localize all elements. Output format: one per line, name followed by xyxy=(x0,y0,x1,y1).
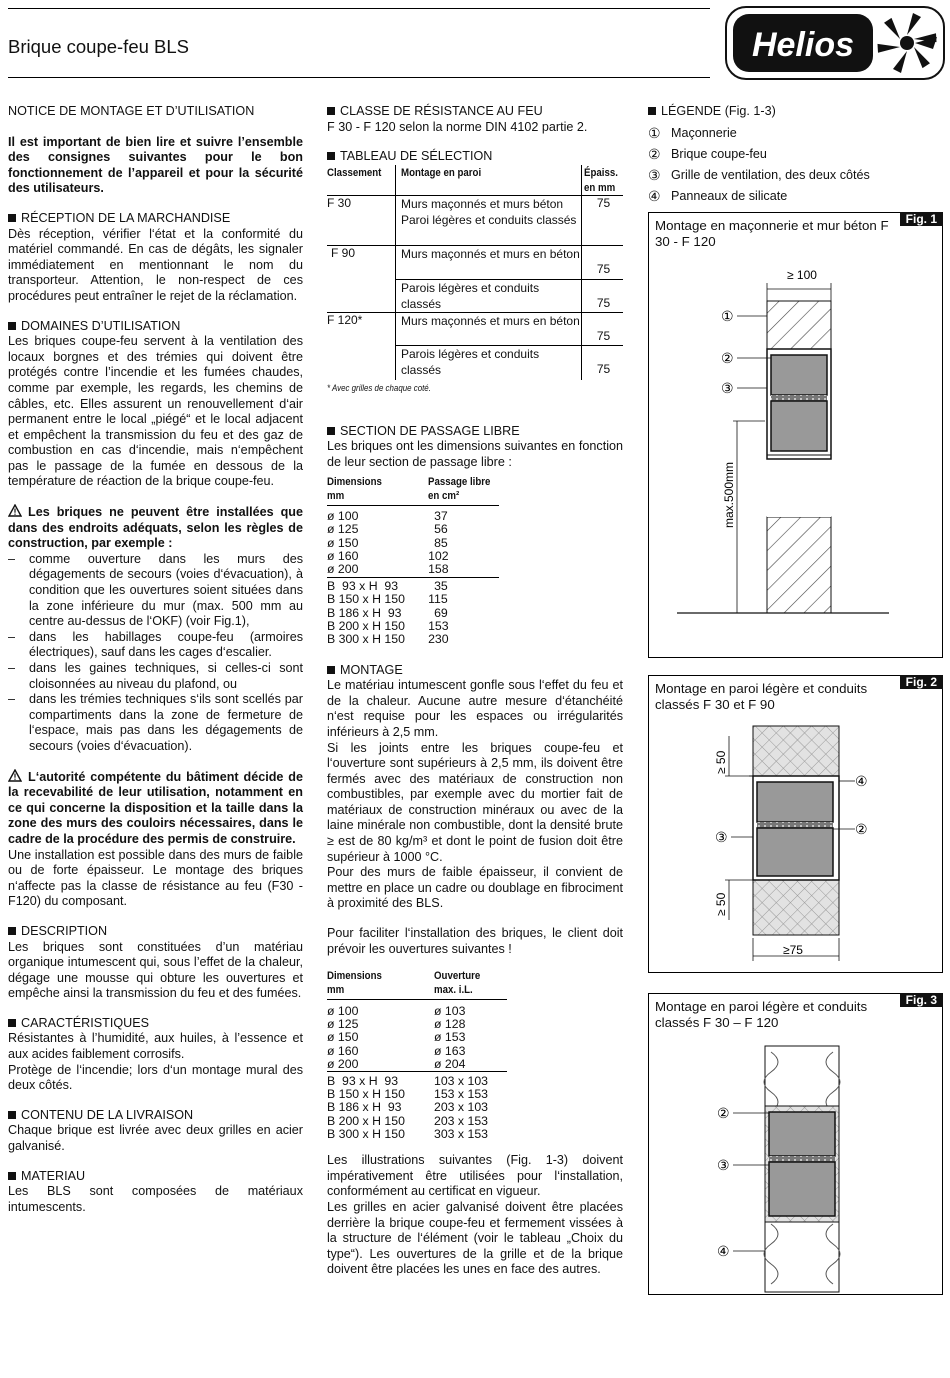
table-row xyxy=(327,593,499,606)
table-cell: B 150 x H 150 xyxy=(327,1087,405,1101)
list-item: – comme ouverture dans les murs des dégagements de secours (voies d‘évacuation), à condition que les ouvertures soient situées dans la zone inférieure du mur (max. 500 mm au centre au-dessus de l‘OKF) (voir Fig.1), xyxy=(8,552,303,630)
fig2-dim-1: ≥ 50 xyxy=(714,750,728,774)
column-header: mm xyxy=(327,489,345,502)
table-cell: F 90 xyxy=(331,245,356,260)
reception-text: Dès réception, vérifier l‘état et la conformité du matériel commandé. En cas de dégâts, les signaler immédiatement en mentionnant le nom du transporteur. Attention, le non-respect de ces procédures peut entraîner le rejet de la réclamation. xyxy=(8,226,303,303)
table-cell: 203 x 153 xyxy=(434,1113,489,1128)
page-title: Brique coupe-feu BLS xyxy=(8,36,190,57)
figure-title: Montage en paroi légère et conduits classés F 30 – F 120 xyxy=(655,999,868,1030)
table-cell: 85 xyxy=(434,535,448,550)
table-cell xyxy=(327,280,395,312)
table-cell: ø 200 xyxy=(327,1058,434,1072)
fig1-callout-1: ① xyxy=(721,308,734,324)
table-cell: ø 200 xyxy=(327,563,428,577)
table-row xyxy=(327,1088,507,1101)
fig2-callout-3: ③ xyxy=(715,829,728,845)
fig2-dim-2: ≥ 50 xyxy=(714,892,728,916)
table-cell: 75 xyxy=(596,295,611,310)
warning1-text: Les briques ne peuvent être installées que dans des endroits adéquats, selon les règles de construction, par exemple : xyxy=(8,505,303,551)
square-bullet-icon xyxy=(327,427,335,435)
table-cell: Paroi légères et conduits classés xyxy=(401,212,577,227)
warning-icon xyxy=(8,504,22,517)
header-bottom-rule xyxy=(8,77,710,78)
table-cell: F 30 xyxy=(327,195,352,210)
table-cell: 203 x 103 xyxy=(434,1100,489,1115)
montage-text-2: Si les joints entre les briques coupe-feu et l‘ouverture sont supérieurs à 2,5 mm, ils doivent être fermés avec des matériaux de construction non combustibles, par exemple avec du mortier fait de matériaux de construction minéraux ou avec de la laine minérale non combustible, dont la densité brute ≥ est de 80 kg/m³ et dont le point de fusion doit être supérieur à 1000 °C. xyxy=(327,740,623,864)
list-item: – dans les trémies techniques s‘ils sont scellés par compartiments dans la zone de fermeture de l‘espace, mais pas dans les dégagements de secours (voies d‘évacuation). xyxy=(8,692,303,754)
passage-table xyxy=(327,475,499,647)
table-cell: B 186 x H 93 xyxy=(327,1100,402,1115)
final-text-1: Les illustrations suivantes (Fig. 1-3) doivent impérativement être utilisées pour l‘installation, conformément au certificat en vigueur. xyxy=(327,1153,623,1199)
table-row xyxy=(327,1045,507,1058)
table-header xyxy=(327,969,507,1000)
fig1-dim-top: ≥ 100 xyxy=(787,268,817,282)
table-row xyxy=(327,580,499,593)
table-row xyxy=(327,1058,507,1072)
square-bullet-icon xyxy=(8,1019,16,1027)
contenu-heading: CONTENU DE LA LIVRAISON xyxy=(8,1108,303,1124)
table-cell: ø 100 xyxy=(327,509,359,524)
table-cell: ø 153 xyxy=(434,1030,466,1045)
figure-3-drawing xyxy=(649,994,942,1294)
fig3-callout-3: ③ xyxy=(717,1157,730,1173)
table-cell: ø 125 xyxy=(327,1017,359,1032)
table-row xyxy=(327,1128,507,1141)
fig2-dim-bottom: ≥75 xyxy=(783,943,803,957)
square-bullet-icon xyxy=(8,1111,16,1119)
final-text-2: Les grilles en acier galvanisé doivent être placées derrière la brique coupe-feu et fermement vissées à la structure de l‘élément (voir le tableau „Choix du type“). Les ouvertures de la grille et de la brique doivent être placées les unes en face des autres. xyxy=(327,1199,623,1277)
column-middle xyxy=(327,104,623,1278)
description-heading: DESCRIPTION xyxy=(8,924,303,940)
table-row xyxy=(327,523,499,536)
table-header xyxy=(327,165,623,196)
table-row xyxy=(327,196,623,246)
table-row xyxy=(327,1101,507,1114)
table-row xyxy=(327,280,623,313)
table-cell: 75 xyxy=(596,361,611,376)
table-cell: 158 xyxy=(428,563,499,577)
table-row xyxy=(327,1031,507,1044)
table-cell: 56 xyxy=(434,522,448,537)
caracteristiques-heading: CARACTÉRISTIQUES xyxy=(8,1016,303,1032)
tableau-heading: TABLEAU DE SÉLECTION xyxy=(327,149,623,165)
figure-2 xyxy=(648,675,943,973)
table-cell: ø 160 xyxy=(327,548,359,563)
figure-3 xyxy=(648,993,943,1295)
table-row xyxy=(327,246,623,280)
fig2-callout-2: ② xyxy=(855,821,868,837)
table-cell: ø 125 xyxy=(327,522,359,537)
caracteristiques-text-1: Résistantes à l’humidité, aux huiles, à l’essence et aux acides faiblement corrosifs. xyxy=(8,1031,303,1062)
description-text: Les briques sont constituées d’un matériau organique intumescent qui, sous l’effet de la chaleur, dégage une mousse qui obture les ouvertures et empêche ainsi la transmission du feu et des fumées. xyxy=(8,939,303,1001)
table-cell: 115 xyxy=(428,592,448,607)
table-row xyxy=(327,1005,507,1018)
montage-text-1: Le matériau intumescent gonfle sous l‘effet du feu et de la chaleur. Aucune autre mesure d‘étanchéité n‘est requise pour les espaces ou irrégularités inférieurs à 2,5 mm. xyxy=(327,678,623,739)
ouverture-table xyxy=(327,969,507,1141)
table-cell: B 200 x H 150 xyxy=(327,618,405,633)
table-cell: Murs maçonnés et murs en béton xyxy=(401,313,580,328)
fig3-callout-4: ④ xyxy=(717,1243,730,1259)
warning1-list xyxy=(8,552,303,755)
table-cell: 37 xyxy=(434,509,448,524)
section-text: Les briques ont les dimensions suivantes en fonction de leur section de passage libre : xyxy=(327,439,623,469)
table-row xyxy=(327,1018,507,1031)
montage-text-3: Pour des murs de faible épaisseur, il convient de mettre en place un cadre ou doublage en fibrociment à proximité des BLS. xyxy=(327,865,623,911)
table-cell: B 93 x H 93 xyxy=(327,579,399,594)
table-cell: ø 163 xyxy=(434,1043,466,1058)
figure-1-drawing xyxy=(649,213,942,657)
fig1-callout-2: ② xyxy=(721,350,734,366)
figure-1 xyxy=(648,212,943,658)
column-header: mm xyxy=(327,984,345,997)
helios-logo xyxy=(725,6,945,80)
table-cell: ø 204 xyxy=(434,1058,507,1072)
fig1-dim-side: max.500mm xyxy=(722,461,736,528)
fig1-callout-3: ③ xyxy=(721,380,734,396)
table-cell: ø 150 xyxy=(327,1030,359,1045)
table-cell: ø 160 xyxy=(327,1043,359,1058)
square-bullet-icon xyxy=(327,152,335,160)
square-bullet-icon xyxy=(8,927,16,935)
figure-tag: Fig. 3 xyxy=(900,993,943,1007)
montage-heading: MONTAGE xyxy=(327,663,623,679)
table-cell: 153 xyxy=(428,618,449,633)
table-row xyxy=(327,607,499,620)
warning2-bold: L‘autorité compétente du bâtiment décide de la recevabilité de leur utilisation, notamment en ce qui concerne la disposition et la taille dans la zone des murs des couloirs nécessaires, dans le cadre de la procédure des permis de construire. xyxy=(8,769,303,846)
section-heading: SECTION DE PASSAGE LIBRE xyxy=(327,424,623,440)
column-header: Dimensions xyxy=(327,970,382,983)
square-bullet-icon xyxy=(327,107,335,115)
legend-item: ④ Panneaux de silicate xyxy=(648,187,788,204)
table-cell: B 150 x H 150 xyxy=(327,592,405,607)
fig3-callout-2: ② xyxy=(717,1105,730,1121)
table-cell: 75 xyxy=(596,328,611,343)
column-header: en cm² xyxy=(428,489,460,502)
classe-heading: CLASSE DE RÉSISTANCE AU FEU xyxy=(327,104,623,120)
figure-title: Montage en paroi légère et conduits classés F 30 et F 90 xyxy=(655,681,868,712)
notice-intro: Il est important de bien lire et suivre l’ensemble des consignes suivantes pour le bon fonctionnement de l’appareil et pour la sécurité des utilisateurs. xyxy=(8,134,303,196)
materiau-text: Les BLS sont composées de matériaux intumescents. xyxy=(8,1184,303,1214)
table-row xyxy=(327,313,623,346)
table-row xyxy=(327,563,499,577)
table-cell: Parois légères et conduits classés xyxy=(401,280,540,311)
caracteristiques-text-2: Protège de l‘incendie; lors d‘un montage mural des deux côtés. xyxy=(8,1062,303,1093)
column-header: Ouverture xyxy=(434,970,481,983)
table-cell: 153 x 153 xyxy=(434,1087,489,1101)
svg-text:Helios: Helios xyxy=(751,26,855,64)
materiau-heading: MATERIAU xyxy=(8,1169,303,1185)
square-bullet-icon xyxy=(8,322,16,330)
montage-text-4: Pour faciliter l‘installation des briques, le client doit prévoir les ouvertures suivantes ! xyxy=(327,926,623,956)
table-row xyxy=(327,510,499,523)
column-header: Passage libre xyxy=(428,475,491,488)
table-cell: 230 xyxy=(428,632,449,647)
legend-heading: LÉGENDE (Fig. 1-3) xyxy=(648,104,945,120)
table-cell: ø 128 xyxy=(434,1017,466,1032)
table-row xyxy=(327,1075,507,1088)
classe-text: F 30 - F 120 selon la norme DIN 4102 partie 2. xyxy=(327,119,588,134)
table-row xyxy=(327,620,499,633)
domaines-text: Les briques coupe-feu servent à la ventilation des locaux borgnes et des trémies qui doivent être protégés contre l’incendie et les fumées chaudes, comme par exemple, les regards, les chemins de câbles, etc. Elles assurent un renouvellement d‘air permanent entre le local „piégé“ et le local adjacent et empêchent la transmission du feu et des gaz de combustion en cas d‘incendie, mais n‘empêchent pas le passage de la fumée en dessous de la température de réaction de la brique coupe-feu. xyxy=(8,334,303,489)
contenu-text: Chaque brique est livrée avec deux grilles en acier galvanisé. xyxy=(8,1123,303,1154)
table-cell: 35 xyxy=(434,579,448,594)
selection-note: * Avec grilles de chaque coté. xyxy=(327,382,431,393)
list-item: – dans les habillages coupe-feu (armoires électriques), sauf dans les cages d‘escalier. xyxy=(8,630,303,661)
notice-heading: NOTICE DE MONTAGE ET D’UTILISATION xyxy=(8,104,255,118)
header-top-rule xyxy=(8,8,710,9)
square-bullet-icon xyxy=(327,666,335,674)
table-cell: Murs maçonnés et murs en béton xyxy=(401,246,580,261)
table-cell: ø 150 xyxy=(327,535,359,550)
table-cell: ø 100 xyxy=(327,1003,359,1018)
column-header: Épaiss. xyxy=(584,166,618,179)
column-header: max. i.L. xyxy=(434,984,473,997)
square-bullet-icon xyxy=(8,1172,16,1180)
column-header: Montage en paroi xyxy=(401,166,482,179)
selection-table xyxy=(327,165,623,380)
warning-icon xyxy=(8,769,22,782)
table-cell: 102 xyxy=(428,548,449,563)
figure-tag: Fig. 1 xyxy=(900,212,943,226)
table-cell: 303 x 153 xyxy=(434,1126,489,1141)
square-bullet-icon xyxy=(648,107,656,115)
reception-heading: RÉCEPTION DE LA MARCHANDISE xyxy=(8,211,303,227)
table-cell: B 93 x H 93 xyxy=(327,1073,399,1088)
table-row xyxy=(327,346,623,380)
figure-tag: Fig. 2 xyxy=(900,675,943,689)
list-item: – dans les gaines techniques, si celles-ci sont cloisonnées au niveau du plafond, ou xyxy=(8,661,303,692)
table-header xyxy=(327,475,499,506)
column-header: en mm xyxy=(584,182,616,195)
table-cell: B 300 x H 150 xyxy=(327,632,405,647)
figure-2-drawing xyxy=(649,676,942,972)
legend-item: ③ Grille de ventilation, des deux côtés xyxy=(648,166,870,183)
table-row xyxy=(327,537,499,550)
table-cell: F 120* xyxy=(327,312,363,327)
table-cell: B 200 x H 150 xyxy=(327,1113,405,1128)
column-header: Dimensions xyxy=(327,475,382,488)
warning2-text: Une installation est possible dans des murs de faible ou de forte épaisseur. Le montage des briques n‘affecte pas la classe de résistance au feu (F30 - F120) du composant. xyxy=(8,847,303,909)
table-cell: 69 xyxy=(434,605,448,620)
table-cell: 103 x 103 xyxy=(434,1073,489,1088)
table-cell: B 186 x H 93 xyxy=(327,605,402,620)
column-header: Classement xyxy=(327,166,382,179)
table-cell: 75 xyxy=(596,195,611,210)
table-row xyxy=(327,633,499,646)
square-bullet-icon xyxy=(8,214,16,222)
domaines-heading: DOMAINES D’UTILISATION xyxy=(8,319,303,335)
column-right xyxy=(648,104,945,207)
legend-item: ② Brique coupe-feu xyxy=(648,145,767,162)
table-cell: 75 xyxy=(596,261,611,276)
table-cell: B 300 x H 150 xyxy=(327,1126,405,1141)
fig2-callout-4: ④ xyxy=(855,773,868,789)
table-cell: Murs maçonnés et murs béton xyxy=(401,196,564,211)
column-left xyxy=(8,104,303,1215)
table-row xyxy=(327,550,499,563)
table-cell xyxy=(327,346,395,380)
table-cell: ø 103 xyxy=(434,1003,466,1018)
legend-item: ① Maçonnerie xyxy=(648,124,737,141)
figure-title: Montage en maçonnerie et mur béton F 30 - F 120 xyxy=(655,218,889,249)
table-row xyxy=(327,1115,507,1128)
table-cell: Parois légères et conduits classés xyxy=(401,346,540,377)
